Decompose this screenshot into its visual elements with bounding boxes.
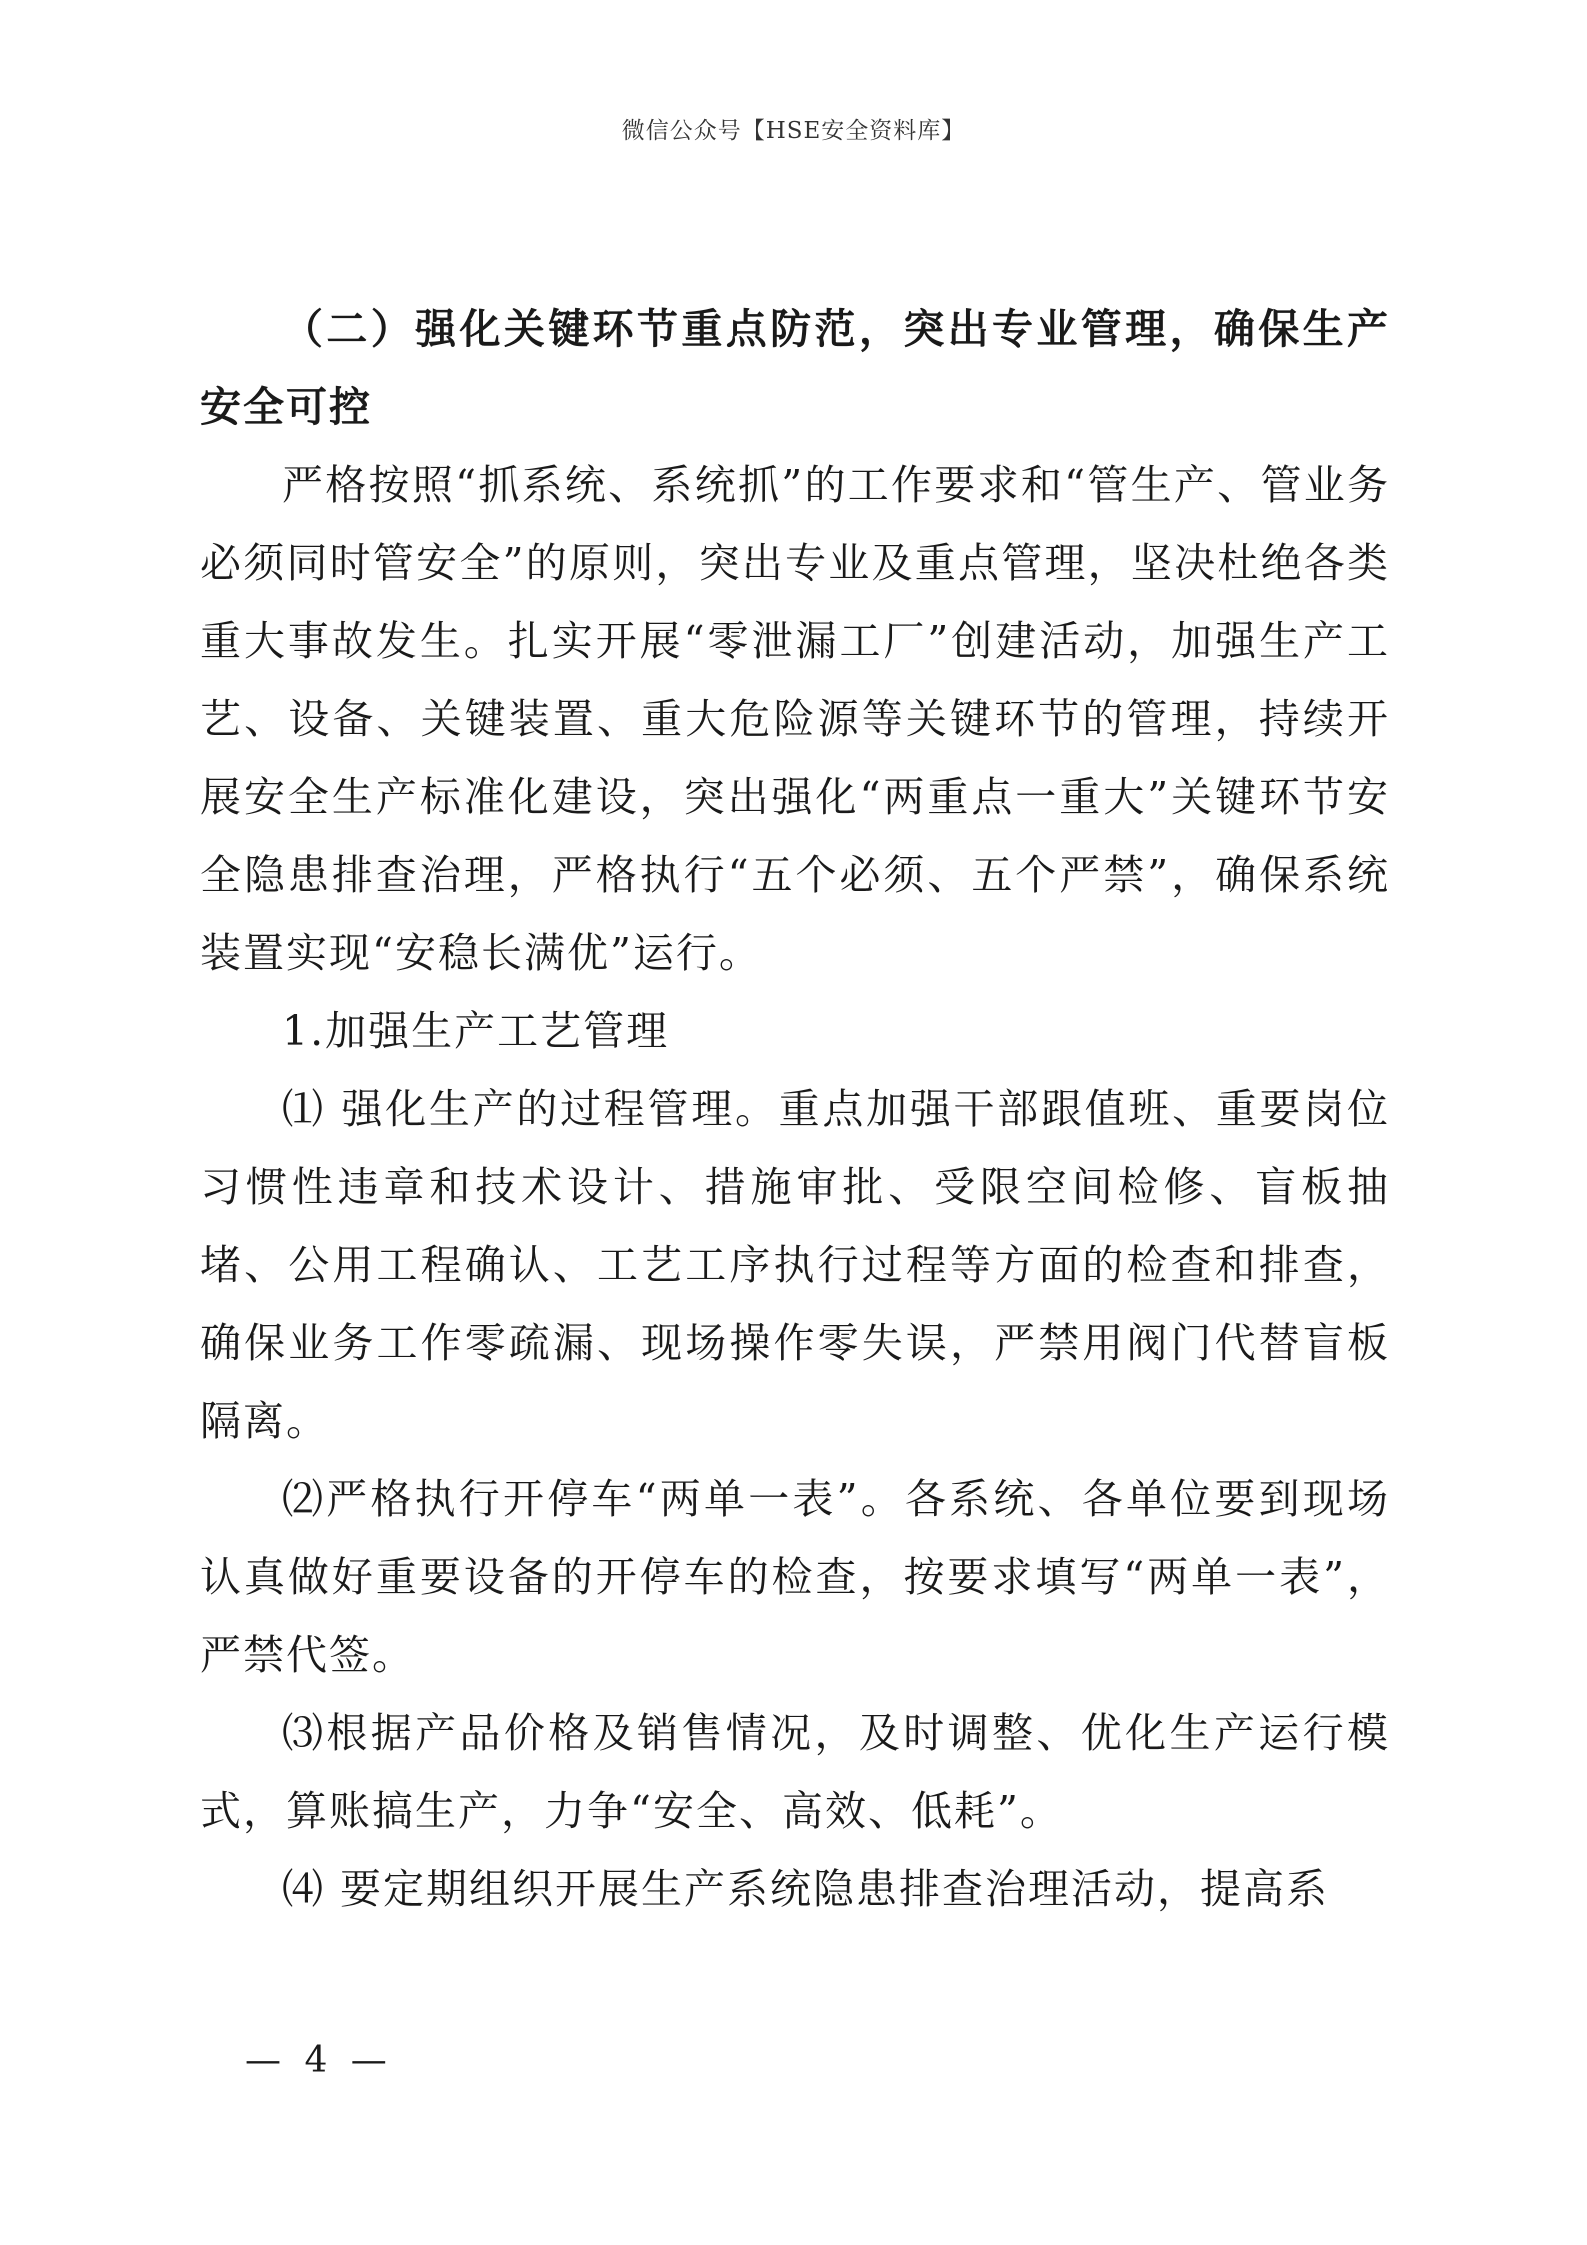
list-item-3: ⑶根据产品价格及销售情况，及时调整、优化生产运行模式，算账搞生产，力争“安全、高效、低耗”。 <box>200 1709 1390 1835</box>
header-note: 微信公众号【HSE安全资料库】 <box>621 118 966 144</box>
list-item-2: ⑵严格执行开停车“两单一表”。各系统、各单位要到现场认真做好重要设备的开停车的检查，按要求填写“两单一表”，严禁代签。 <box>200 1475 1390 1679</box>
document-body <box>200 290 1390 1928</box>
page-number: — 4 — <box>245 2040 393 2081</box>
section-intro-paragraph: 严格按照“抓系统、系统抓”的工作要求和“管生产、管业务必须同时管安全”的原则，突出专业及重点管理，坚决杜绝各类重大事故发生。扎实开展“零泄漏工厂”创建活动，加强生产工艺、设备、关键装置、重大危险源等关键环节的管理，持续开展安全生产标准化建设，突出强化“两重点一重大”关键环节安全隐患排查治理，严格执行“五个必须、五个严禁”，确保系统装置实现“安稳长满优”运行。 <box>200 461 1390 977</box>
list-item-1: ⑴ 强化生产的过程管理。重点加强干部跟值班、重要岗位习惯性违章和技术设计、措施审批、受限空间检修、盲板抽堵、公用工程确认、工艺工序执行过程等方面的检查和排查，确保业务工作零疏漏、现场操作零失误，严禁用阀门代替盲板隔离。 <box>200 1085 1390 1445</box>
subsection-heading: 1.加强生产工艺管理 <box>282 1007 670 1055</box>
section-title: （二）强化关键环节重点防范，突出专业管理，确保生产安全可控 <box>200 305 1390 431</box>
list-item-4: ⑷ 要定期组织开展生产系统隐患排查治理活动，提高系 <box>282 1865 1330 1913</box>
